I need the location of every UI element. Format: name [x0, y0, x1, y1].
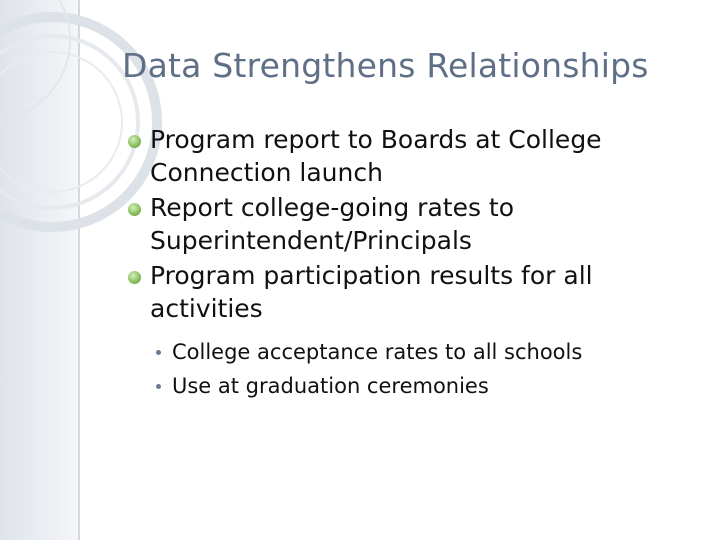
small-dot-icon	[156, 384, 161, 389]
small-dot-icon	[156, 350, 161, 355]
slide-title: Data Strengthens Relationships	[122, 46, 649, 85]
bullet-text: Program report to Boards at College Connection launch	[150, 125, 602, 187]
sub-bullet-text: College acceptance rates to all schools	[172, 340, 583, 364]
sub-bullet-text: Use at graduation ceremonies	[172, 374, 489, 398]
bullet-text: Program participation results for all activities	[150, 261, 593, 323]
bullet-item	[128, 123, 688, 189]
green-circle-bullet-icon	[128, 135, 141, 148]
bullet-list	[128, 123, 688, 403]
bullet-item	[128, 259, 688, 325]
green-circle-bullet-icon	[128, 203, 141, 216]
bullet-text: Report college-going rates to Superintendent/Principals	[150, 193, 515, 255]
sub-bullet-item	[152, 335, 688, 369]
green-circle-bullet-icon	[128, 271, 141, 284]
sub-bullet-list	[152, 335, 688, 403]
sub-bullet-item	[152, 369, 688, 403]
left-border-bar	[0, 0, 79, 540]
bullet-item	[128, 191, 688, 257]
